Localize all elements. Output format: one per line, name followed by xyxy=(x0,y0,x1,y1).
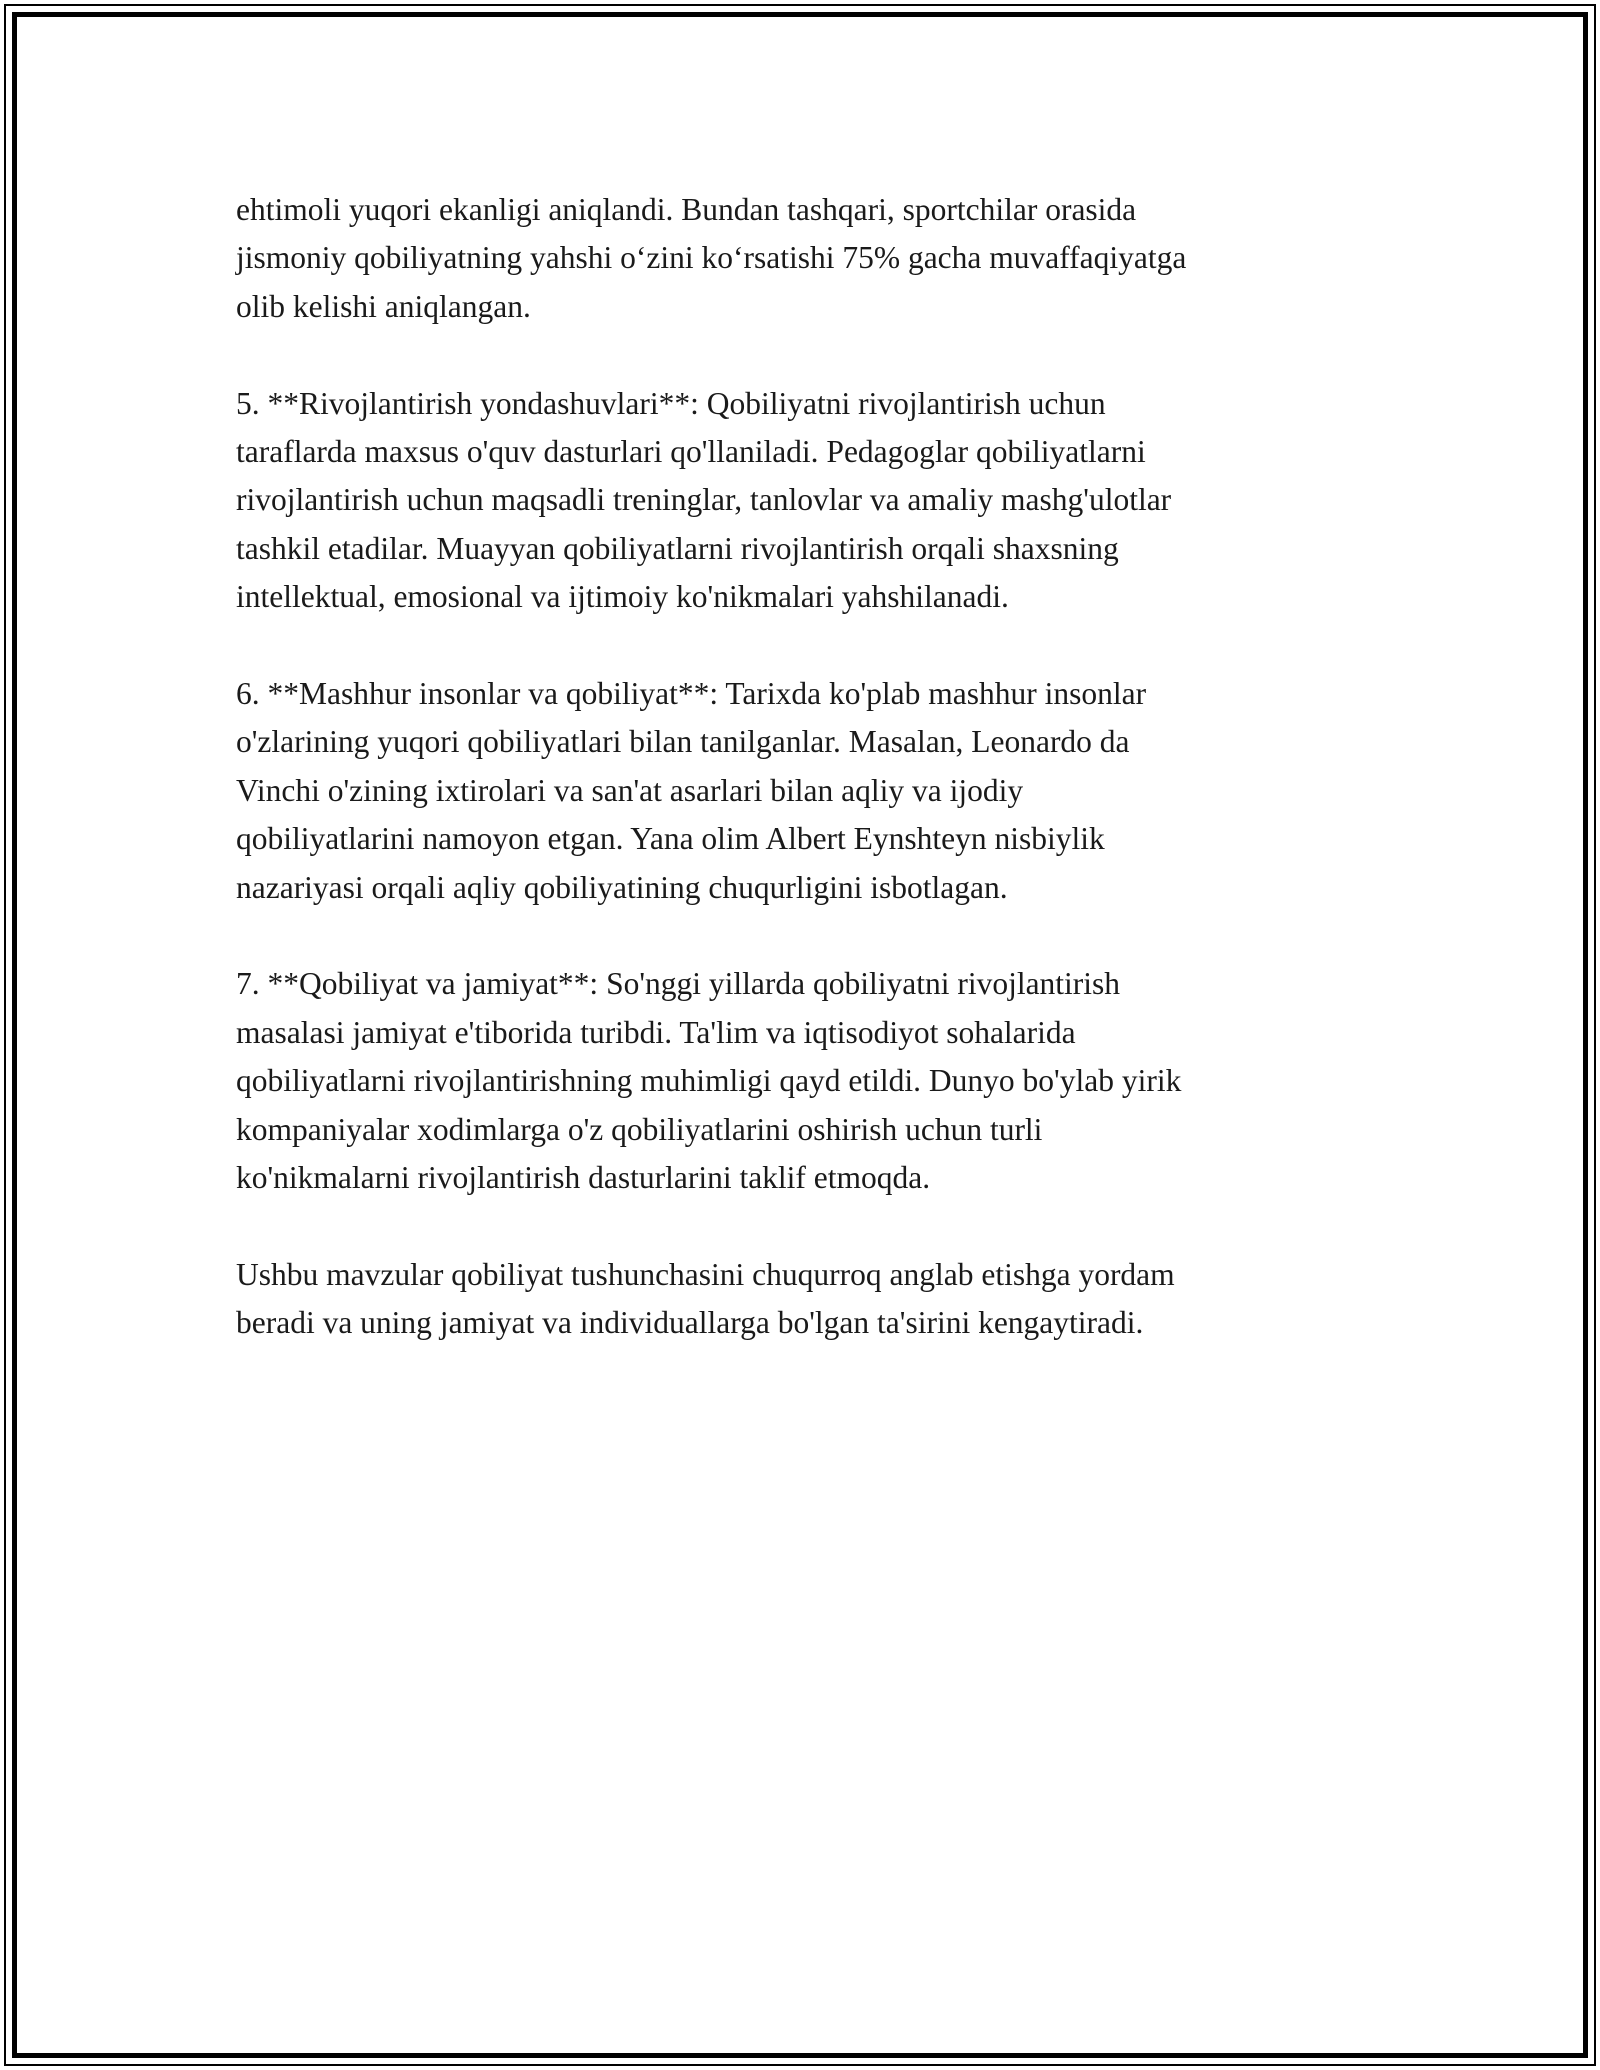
text-line: taraflarda maxsus o'quv dasturlari qo'llaniladi. Pedagoglar qobiliyatlarni xyxy=(236,434,1146,470)
paragraph-item-5 xyxy=(236,380,1366,622)
text-line: Vinchi o'zining ixtirolari va san'at asarlari bilan aqliy va ijodiy xyxy=(236,772,1024,808)
text-line: kompaniyalar xodimlarga o'z qobiliyatlarini oshirish uchun turli xyxy=(236,1111,1043,1147)
document-body xyxy=(236,186,1366,1396)
text-line: qobiliyatlarni rivojlantirishning muhimligi qayd etildi. Dunyo bo'ylab yirik xyxy=(236,1063,1182,1099)
text-line: intellektual, emosional va ijtimoiy ko'nikmalari yahshilanadi. xyxy=(236,579,1009,615)
text-line: o'zlarining yuqori qobiliyatlari bilan tanilganlar. Masalan, Leonardo da xyxy=(236,724,1130,760)
text-line: beradi va uning jamiyat va individuallarga bo'lgan ta'sirini kengaytiradi. xyxy=(236,1305,1144,1341)
text-line: 7. **Qobiliyat va jamiyat**: So'nggi yillarda qobiliyatni rivojlantirish xyxy=(236,966,1121,1002)
text-line: nazariyasi orqali aqliy qobiliyatining chuqurligini isbotlagan. xyxy=(236,869,1008,905)
text-line: ehtimoli yuqori ekanligi aniqlandi. Bundan tashqari, sportchilar orasida xyxy=(236,192,1137,227)
text-line: 5. **Rivojlantirish yondashuvlari**: Qobiliyatni rivojlantirish uchun xyxy=(236,385,1106,421)
text-line: olib kelishi aniqlangan. xyxy=(236,288,531,324)
text-line: 6. **Mashhur insonlar va qobiliyat**: Tarixda ko'plab mashhur insonlar xyxy=(236,676,1147,712)
text-line: Ushbu mavzular qobiliyat tushunchasini chuqurroq anglab etishga yordam xyxy=(236,1256,1175,1292)
paragraph-item-7 xyxy=(236,960,1366,1202)
text-line: ko'nikmalarni rivojlantirish dasturlarini taklif etmoqda. xyxy=(236,1160,931,1196)
paragraph-item-6 xyxy=(236,670,1366,912)
text-line: tashkil etadilar. Muayyan qobiliyatlarni rivojlantirish orqali shaxsning xyxy=(236,530,1119,566)
text-line: rivojlantirish uchun maqsadli treninglar, tanlovlar va amaliy mashg'ulotlar xyxy=(236,482,1172,518)
text-line: masalasi jamiyat e'tiborida turibdi. Ta'lim va iqtisodiyot sohalarida xyxy=(236,1014,1076,1050)
paragraph-conclusion xyxy=(236,1251,1366,1348)
paragraph-intro-continuation xyxy=(236,186,1366,331)
text-line: jismoniy qobiliyatning yahshi o‘zini ko‘rsatishi 75% gacha muvaffaqiyatga xyxy=(236,240,1187,276)
text-line: qobiliyatlarini namoyon etgan. Yana olim Albert Eynshteyn nisbiylik xyxy=(236,821,1105,857)
